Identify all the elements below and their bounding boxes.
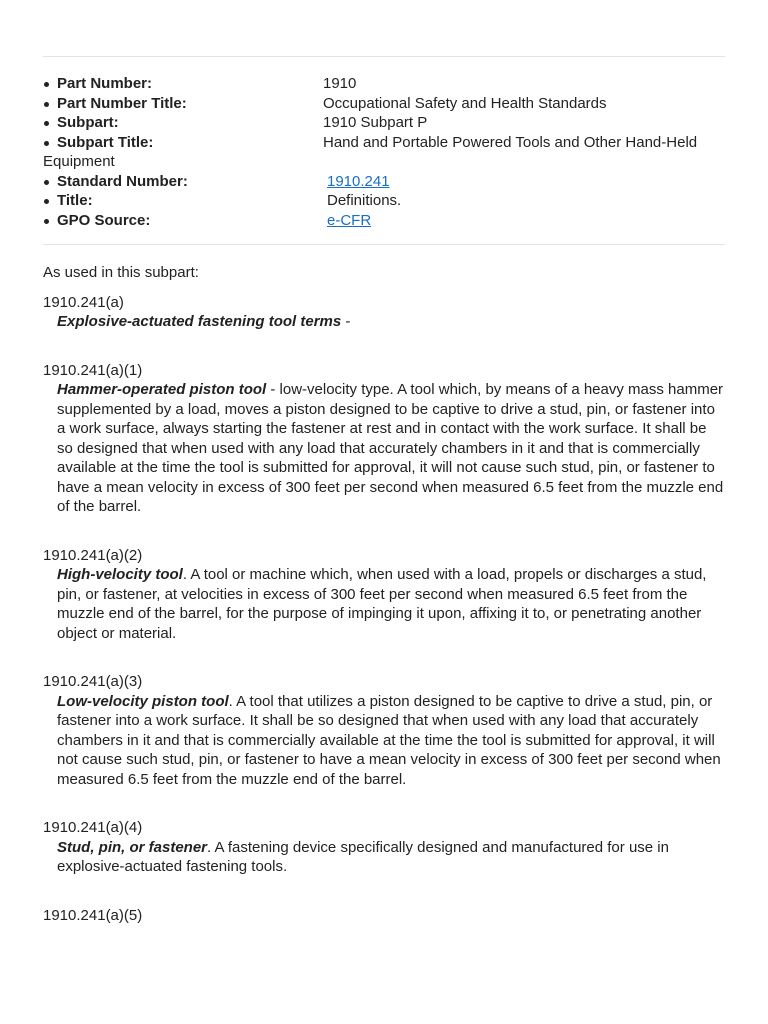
bottom-divider xyxy=(43,244,725,245)
section-body xyxy=(43,565,725,643)
section-body xyxy=(43,380,725,517)
section-term: Stud, pin, or fastener xyxy=(57,838,208,856)
meta-key: Subpart Title: xyxy=(57,133,154,151)
section-term: Explosive-actuated fastening tool terms xyxy=(57,313,342,330)
meta-item-gpo-source xyxy=(43,211,725,231)
meta-item-part-number xyxy=(43,74,725,94)
meta-key: Standard Number: xyxy=(57,172,188,190)
section-text: - low-velocity type. A tool which, by means of a heavy mass hammer supplemented by a load, moves a piston designed to be captive to drive a stud, pin, or fastener into a work surface, always starting the fastener at rest and in contact with the work surface. It shall be so designed that when used with any load that accurately chambers in it and that is commercially available at the time the tool is submitted for approval, it will not cause such stud, pin, or fastener to have a mean velocity in excess of 300 feet per second when measured 6.5 feet from the muzzle end of the barrel. xyxy=(57,381,724,515)
meta-value-continued: Equipment xyxy=(43,153,115,170)
section-term: Hammer-operated piston tool xyxy=(57,381,267,398)
meta-item-standard-number xyxy=(43,172,725,192)
meta-key: Subpart: xyxy=(57,114,119,131)
section-a-3 xyxy=(43,672,725,789)
section-term: High-velocity tool xyxy=(57,566,183,583)
meta-value: Occupational Safety and Health Standards xyxy=(323,94,607,112)
section-a xyxy=(43,293,725,332)
meta-item-subpart-title xyxy=(43,133,725,172)
section-number: 1910.241(a)(3) xyxy=(43,673,143,690)
meta-key: Part Number Title: xyxy=(57,94,187,112)
section-body xyxy=(43,692,725,790)
section-number: 1910.241(a)(4) xyxy=(43,819,143,836)
meta-item-title xyxy=(43,191,725,211)
section-body xyxy=(43,312,725,332)
section-a-1 xyxy=(43,361,725,517)
section-number: 1910.241(a)(2) xyxy=(43,546,143,564)
meta-value: 1910 xyxy=(323,75,357,92)
section-text: . A tool or machine which, when used with a load, propels or discharges a stud, pin, or fastener, at velocities in excess of 300 feet per second when measured 6.5 feet from the muzzle end of the barrel, for the purpose of impinging it upon, affixing it to, or penetrating another object or material. xyxy=(57,566,707,642)
section-body xyxy=(43,838,725,877)
meta-value: Definitions. xyxy=(327,192,402,209)
metadata-list xyxy=(43,74,725,230)
section-text: . A tool that utilizes a piston designed to be captive to drive a stud, pin, or fastener into a work surface. It shall be so designed that when used with any load that accurately chambers in it and that is commercially available at the time the tool is submitted for approval, it will not cause such stud, pin, or fastener to have a mean velocity in excess of 300 feet per second when measured 6.5 feet from the muzzle end of the barrel. xyxy=(57,692,721,788)
meta-key: Title: xyxy=(57,192,93,209)
meta-value: 1910 Subpart P xyxy=(323,114,428,131)
section-number: 1910.241(a)(5) xyxy=(43,906,143,924)
section-number: 1910.241(a)(1) xyxy=(43,361,143,379)
intro-text: As used in this subpart: xyxy=(43,264,199,281)
section-text: . A fastening device specifically designed and manufactured for use in explosive-actuated fastening tools. xyxy=(57,838,669,875)
section-number: 1910.241(a) xyxy=(43,293,124,311)
meta-item-subpart xyxy=(43,113,725,133)
meta-item-part-number-title xyxy=(43,94,725,114)
section-a-2 xyxy=(43,546,725,644)
meta-key: GPO Source: xyxy=(57,211,151,229)
document-page xyxy=(0,56,768,1024)
section-a-5 xyxy=(43,906,725,926)
gpo-source-link[interactable]: e-CFR xyxy=(327,211,372,229)
top-divider xyxy=(43,56,725,57)
standard-number-link[interactable]: 1910.241 xyxy=(327,172,390,190)
section-text: - xyxy=(341,313,351,330)
meta-value: Hand and Portable Powered Tools and Other Hand-Held xyxy=(323,133,698,151)
section-term: Low-velocity piston tool xyxy=(57,692,229,710)
meta-key: Part Number: xyxy=(57,75,153,92)
section-a-4 xyxy=(43,818,725,877)
